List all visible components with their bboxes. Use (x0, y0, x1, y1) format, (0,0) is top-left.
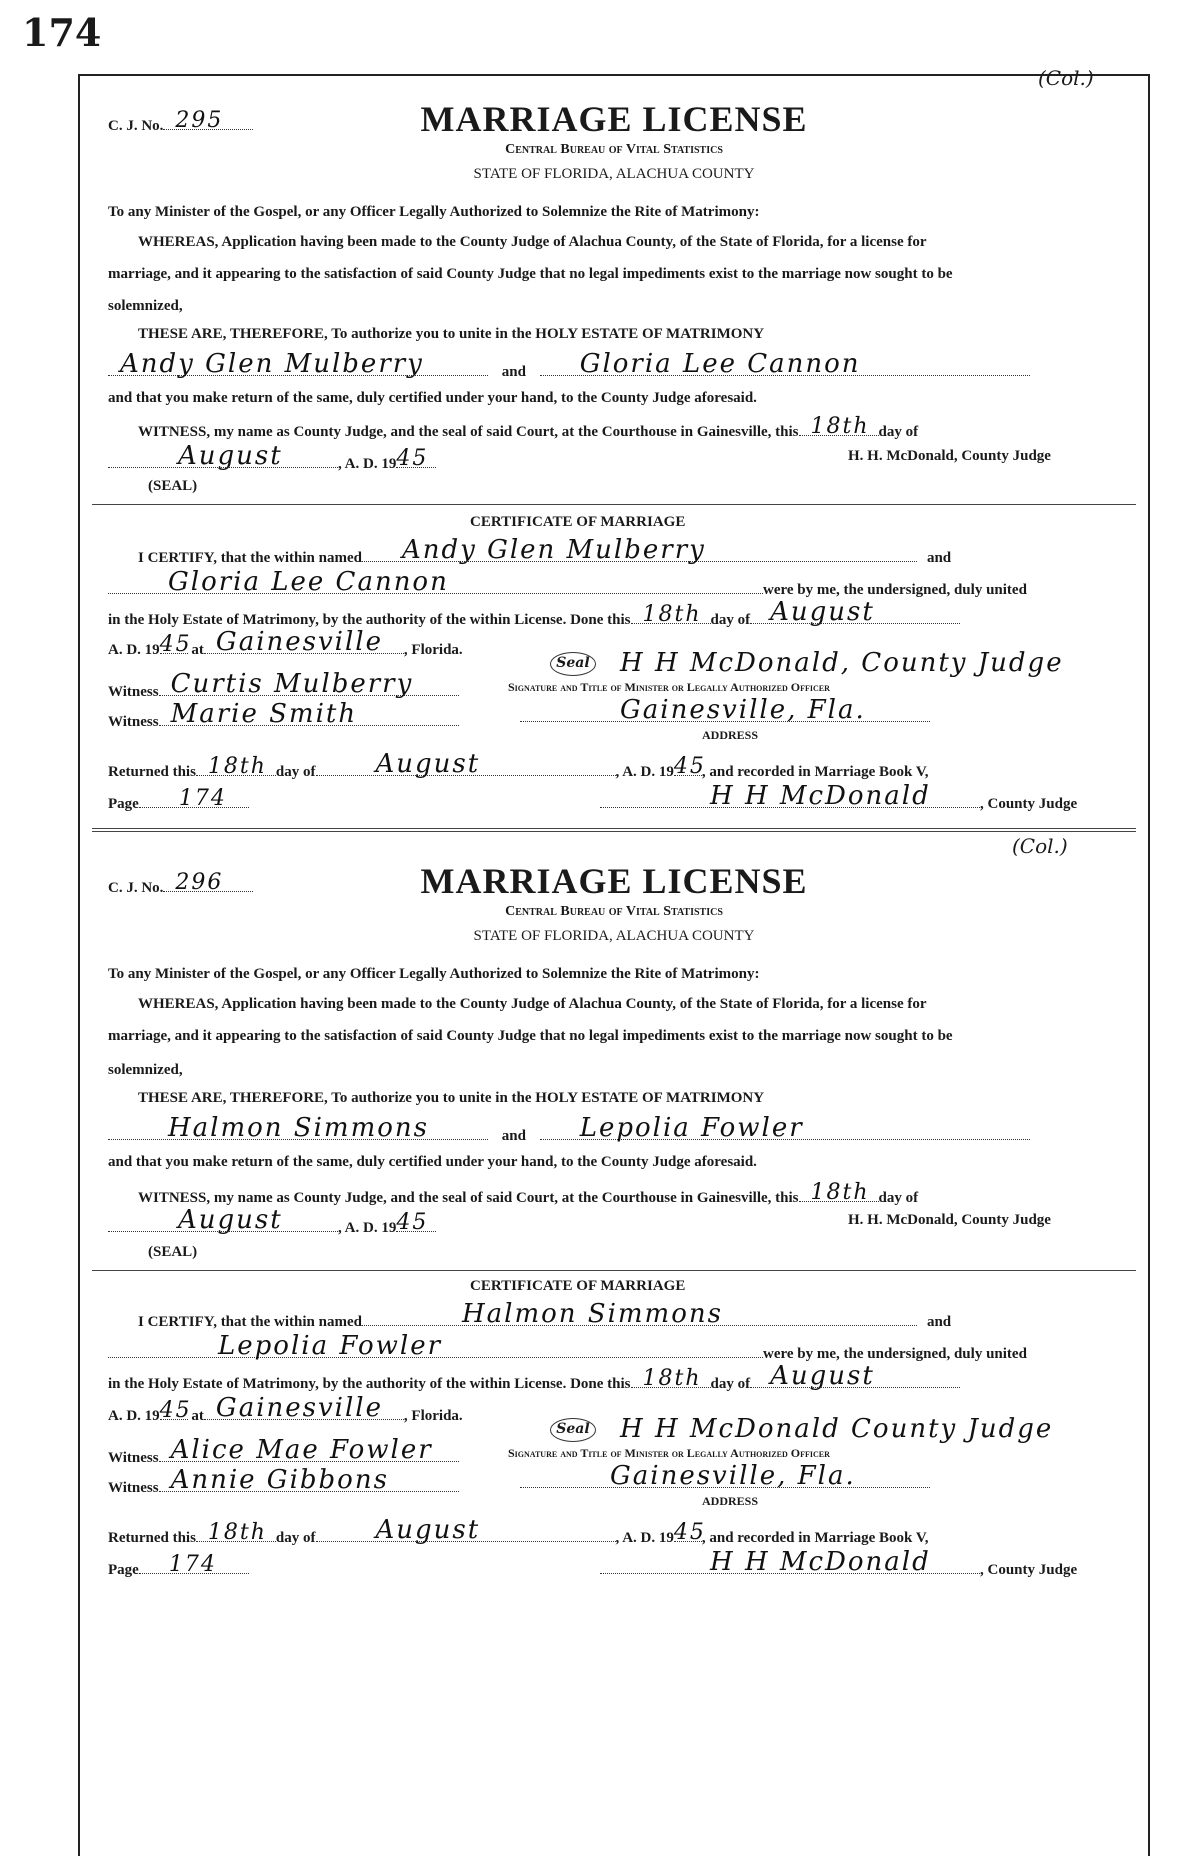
county-judge-label: , County Judge (980, 796, 1078, 812)
witness-prefix: WITNESS, my name as County Judge, and the seal of said Court, at the Courthouse in Gainesville, this (138, 424, 799, 440)
witness-2-line (108, 699, 459, 731)
marriage-place: Gainesville (215, 1393, 384, 1423)
place-line (108, 627, 463, 659)
at-word: at (191, 642, 204, 658)
returned-label: Returned this (108, 1530, 196, 1546)
cj-label: C. J. No. (108, 880, 164, 896)
officer-address: Gainesville, Fla. (610, 1461, 856, 1491)
recorded-ad: , A. D. 19 (615, 764, 674, 780)
bureau-name: Central Bureau of Vital Statistics (505, 904, 723, 919)
address-caption: ADDRESS (702, 728, 759, 742)
groom-name: Halmon Simmons (168, 1113, 429, 1143)
cj-number: 295 (175, 108, 224, 133)
bride-name: Gloria Lee Cannon (579, 349, 861, 379)
whereas-line-1: WHEREAS, Application having been made to the County Judge of Alachua County, of the State of Florida, for a license for (138, 234, 927, 250)
issue-year: 45 (396, 446, 429, 471)
ad-at-label: A. D. 19 (108, 1408, 160, 1424)
col-note: (Col.) (1038, 66, 1094, 90)
returned-day-of: day of (275, 764, 316, 780)
judge-signature: H H McDonald (710, 781, 931, 811)
issue-month: August (178, 1205, 283, 1235)
cj-number: 296 (175, 870, 224, 895)
marriage-place: Gainesville (215, 627, 384, 657)
section-divider (92, 504, 1136, 505)
place-line (108, 1393, 463, 1425)
officer-address: Gainesville, Fla. (620, 695, 866, 725)
state-line: STATE OF FLORIDA, ALACHUA COUNTY (473, 166, 755, 182)
certificate-title: CERTIFICATE OF MARRIAGE (470, 514, 686, 530)
cert-year: 45 (159, 1398, 192, 1423)
witness-line (138, 414, 919, 441)
florida-label: , Florida. (403, 1408, 463, 1424)
certify-line (138, 1299, 952, 1331)
witness-1-label: Witness (108, 684, 159, 700)
witness-1-name: Alice Mae Fowler (170, 1435, 433, 1465)
holy-estate-text: in the Holy Estate of Matrimony, by the authority of the within License. Done this (108, 1376, 631, 1392)
judge-signature-line (600, 781, 1078, 813)
return-line: and that you make return of the same, duly certified under your hand, to the County Judge aforesaid. (108, 390, 757, 406)
page-label: Page (108, 796, 139, 812)
returned-day: 18th (207, 1520, 267, 1545)
address-line (520, 1461, 930, 1493)
cert-day: 18th (642, 602, 702, 627)
issue-day: 18th (810, 1180, 870, 1205)
ad-at-label: A. D. 19 (108, 642, 160, 658)
issue-year: 45 (396, 1210, 429, 1235)
bride-name: Lepolia Fowler (579, 1113, 804, 1143)
at-word: at (191, 1408, 204, 1424)
cert-bride-name: Gloria Lee Cannon (168, 567, 449, 597)
couple-line (108, 349, 1030, 381)
witness-prefix: WITNESS, my name as County Judge, and the seal of said Court, at the Courthouse in Gainesville, this (138, 1190, 799, 1206)
whereas-line-2: marriage, and it appearing to the satisfaction of said County Judge that no legal impediments exist to the marriage now sought to be (108, 1028, 953, 1044)
witness-2-label: Witness (108, 714, 159, 730)
issue-day: 18th (810, 414, 870, 439)
col-note: (Col.) (1012, 834, 1068, 858)
bride-united-line (108, 1331, 1027, 1363)
florida-label: , Florida. (403, 642, 463, 658)
cert-month: August (770, 597, 875, 627)
recorded-year: 45 (673, 1520, 706, 1545)
salutation: To any Minister of the Gospel, or any Officer Legally Authorized to Solemnize the Rite of Matrimony: (108, 966, 760, 982)
returned-month: August (375, 1515, 481, 1545)
whereas-line-3: solemnized, (108, 298, 183, 314)
recorded-text: , and recorded in Marriage Book V, (701, 1530, 929, 1546)
page-label: Page (108, 1562, 139, 1578)
witness-2-name: Annie Gibbons (170, 1465, 389, 1495)
cert-groom-name: Halmon Simmons (461, 1299, 723, 1329)
whereas-line-1: WHEREAS, Application having been made to the County Judge of Alachua County, of the State of Florida, for a license for (138, 996, 927, 1012)
page-value: 174 (178, 786, 227, 811)
and-word: and (501, 364, 526, 380)
issue-month: August (178, 441, 283, 471)
judge-signature-line (600, 1547, 1078, 1579)
holy-estate-line (108, 597, 960, 629)
returned-line (108, 749, 929, 781)
cert-day-of: day of (710, 612, 751, 628)
seal-stamp: Seal (550, 1418, 596, 1442)
witness-1-line (108, 669, 459, 701)
united-text: were by me, the undersigned, duly united (763, 582, 1027, 598)
judge-name: H. H. McDonald, County Judge (848, 1212, 1051, 1228)
section-divider (92, 1270, 1136, 1271)
witness-2-name: Marie Smith (170, 699, 358, 729)
salutation: To any Minister of the Gospel, or any Officer Legally Authorized to Solemnize the Rite of Matrimony: (108, 204, 760, 220)
returned-line (108, 1515, 929, 1547)
therefore-line: THESE ARE, THEREFORE, To authorize you to unite in the HOLY ESTATE OF MATRIMONY (138, 326, 765, 342)
holy-estate-line (108, 1361, 960, 1393)
page-number: 174 (22, 10, 102, 55)
cert-bride-name: Lepolia Fowler (218, 1331, 443, 1361)
officer-signature: H H McDonald, County Judge (620, 648, 1064, 678)
cert-and-word: and (926, 550, 952, 566)
address-caption: ADDRESS (702, 1494, 759, 1508)
return-line: and that you make return of the same, duly certified under your hand, to the County Judge aforesaid. (108, 1154, 757, 1170)
recorded-text: , and recorded in Marriage Book V, (701, 764, 929, 780)
license-divider (92, 828, 1136, 832)
certify-line (138, 535, 952, 567)
seal-stamp: Seal (550, 652, 596, 676)
cert-day: 18th (642, 1366, 702, 1391)
county-judge-label: , County Judge (980, 1562, 1078, 1578)
page-line (108, 786, 249, 813)
cert-day-of: day of (710, 1376, 751, 1392)
certificate-title: CERTIFICATE OF MARRIAGE (470, 1278, 686, 1294)
cert-month: August (770, 1361, 875, 1391)
cert-and-word: and (926, 1314, 952, 1330)
page-line (108, 1552, 249, 1579)
holy-estate-text: in the Holy Estate of Matrimony, by the authority of the within License. Done this (108, 612, 631, 628)
and-word: and (501, 1128, 526, 1144)
united-text: were by me, the undersigned, duly united (763, 1346, 1027, 1362)
bride-united-line (108, 567, 1027, 599)
seal-label: (SEAL) (148, 478, 198, 494)
certify-prefix: I CERTIFY, that the within named (138, 550, 362, 566)
officer-signature-line (550, 1414, 1054, 1444)
date-line (108, 441, 436, 473)
ad-label: , A. D. 19 (338, 456, 397, 472)
date-line (108, 1205, 436, 1237)
signature-caption: Signature and Title of Minister or Legally Authorized Officer (508, 1446, 830, 1460)
officer-signature-line (550, 648, 1064, 678)
witness-line (138, 1180, 919, 1207)
witness-2-label: Witness (108, 1480, 159, 1496)
whereas-line-3: solemnized, (108, 1062, 183, 1078)
document-frame (78, 66, 1150, 1856)
license-title: MARRIAGE LICENSE (420, 861, 808, 901)
recorded-ad: , A. D. 19 (615, 1530, 674, 1546)
witness-1-name: Curtis Mulberry (170, 669, 414, 699)
address-line (520, 695, 930, 727)
witness-1-line (108, 1435, 459, 1467)
day-of-label: day of (878, 1190, 919, 1206)
witness-2-line (108, 1465, 459, 1497)
whereas-line-2: marriage, and it appearing to the satisfaction of said County Judge that no legal impediments exist to the marriage now sought to be (108, 266, 953, 282)
returned-label: Returned this (108, 764, 196, 780)
cj-label: C. J. No. (108, 118, 164, 134)
returned-month: August (375, 749, 481, 779)
ad-label: , A. D. 19 (338, 1220, 397, 1236)
officer-signature: H H McDonald County Judge (620, 1414, 1054, 1444)
bureau-name: Central Bureau of Vital Statistics (505, 142, 723, 157)
returned-day-of: day of (275, 1530, 316, 1546)
page-value: 174 (168, 1552, 217, 1577)
returned-day: 18th (207, 754, 267, 779)
recorded-year: 45 (673, 754, 706, 779)
cert-groom-name: Andy Glen Mulberry (401, 535, 706, 565)
judge-name: H. H. McDonald, County Judge (848, 448, 1051, 464)
witness-1-label: Witness (108, 1450, 159, 1466)
signature-caption: Signature and Title of Minister or Legally Authorized Officer (508, 680, 830, 694)
certify-prefix: I CERTIFY, that the within named (138, 1314, 362, 1330)
seal-label: (SEAL) (148, 1244, 198, 1260)
license-title: MARRIAGE LICENSE (420, 99, 808, 139)
couple-line (108, 1113, 1030, 1145)
groom-name: Andy Glen Mulberry (120, 349, 424, 379)
cert-year: 45 (159, 632, 192, 657)
therefore-line: THESE ARE, THEREFORE, To authorize you to unite in the HOLY ESTATE OF MATRIMONY (138, 1090, 765, 1106)
state-line: STATE OF FLORIDA, ALACHUA COUNTY (473, 928, 755, 944)
judge-signature: H H McDonald (710, 1547, 931, 1577)
day-of-label: day of (878, 424, 919, 440)
